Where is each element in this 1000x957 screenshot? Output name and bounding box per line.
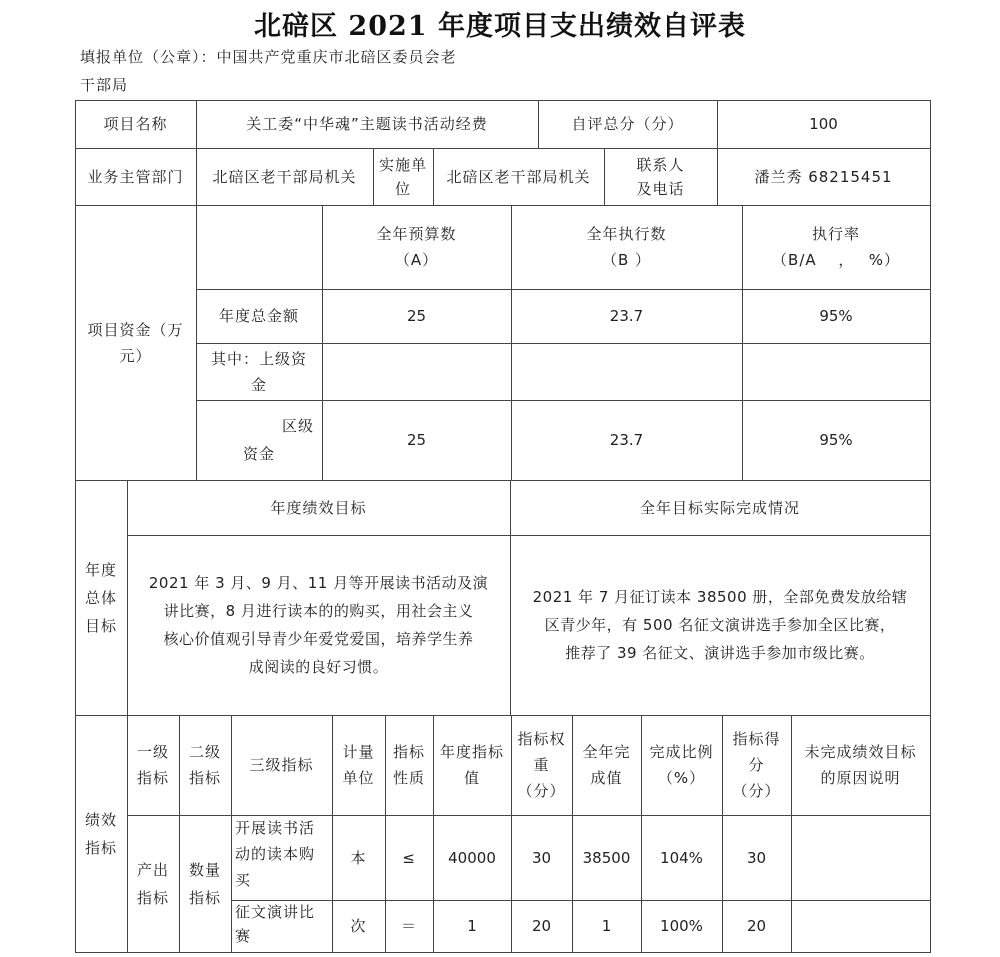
- table-row-2-weight: 20: [531, 917, 552, 935]
- contact-label: 联系人 及电话: [636, 155, 685, 198]
- table-row-2-target: 1: [467, 917, 477, 935]
- contact-value: 潘兰秀 68215451: [754, 167, 893, 186]
- table-row-1-weight: 30: [531, 848, 552, 867]
- table-row-1-unit: 本: [350, 848, 367, 867]
- actual-completion-header: 全年目标实际完成情况: [639, 498, 800, 517]
- dept-label: 业务主管部门: [87, 167, 184, 186]
- actual-completion-text: 2021 年 7 月征订读本 38500 册，全部免费发放给辖 区青少年，有 500 名征文演讲选手参加全区比赛， 推荐了 39 名征文、演讲选手参加市级比赛。: [532, 588, 908, 662]
- self-score-value: 100: [809, 115, 838, 133]
- page-title: 北碚区 2021 年度项目支出绩效自评表: [254, 11, 746, 42]
- header-weight: 指标权 重 （分）: [517, 730, 566, 800]
- funds-row-upper-label: 其中：上级资 金: [210, 349, 307, 394]
- indicators-label: 绩效 指标: [84, 810, 117, 857]
- filing-unit-line-1: 填报单位（公章）：中国共产党重庆市北碚区委员会老: [80, 48, 457, 66]
- funds-row-total-a: 25: [406, 307, 427, 325]
- funds-row-district-label: 区级 资金: [242, 417, 314, 463]
- header-nature: 指标 性质: [392, 743, 425, 787]
- funds-row-total-label: 年度总金额: [218, 307, 299, 325]
- header-level2: 二级 指标: [188, 743, 221, 787]
- funds-label: 项目资金（万 元）: [87, 320, 184, 365]
- project-name-label: 项目名称: [103, 115, 168, 133]
- annual-goal-header: 年度绩效目标: [270, 498, 367, 517]
- header-done: 全年完 成值: [582, 743, 631, 787]
- funds-col-rate-header: 执行率 （B/A ， %）: [772, 225, 900, 269]
- table-row-2-nature: ＝: [400, 917, 417, 935]
- project-name-value: 关工委“中华魂”主题读书活动经费: [246, 115, 488, 133]
- table-row-1-ratio: 104%: [660, 848, 703, 867]
- impl-value: 北碚区老干部局机关: [446, 167, 591, 186]
- table-row-1-reason: [791, 815, 930, 900]
- goals-label: 年度 总体 目标: [84, 560, 117, 635]
- self-score-label: 自评总分（分）: [571, 115, 684, 133]
- header-target: 年度指标 值: [439, 743, 504, 787]
- table-row-2-name: 征文演讲比 赛: [235, 903, 316, 945]
- funds-row-total-rate: 95%: [819, 307, 853, 325]
- table-row-1-nature: ≤: [402, 848, 416, 867]
- funds-row-district-a: 25: [406, 431, 427, 449]
- table-row-2-score: 20: [746, 917, 767, 935]
- table-row-2-done: 1: [601, 917, 612, 935]
- funds-row-district-b: 23.7: [609, 431, 644, 449]
- funds-row-total-b: 23.7: [609, 307, 644, 325]
- annual-goal-text: 2021 年 3 月、9 月、11 月等开展读书活动及演 讲比赛，8 月进行读本的的购买，用社会主义 核心价值观引导青少年爱党爱国，培养学生养 成阅读的良好习惯。: [148, 574, 489, 676]
- header-ratio: 完成比例 （%）: [649, 743, 714, 787]
- impl-label: 实施单 位: [378, 155, 427, 198]
- level2-quantity: 数量 指标: [188, 860, 221, 907]
- header-level3: 三级指标: [249, 756, 314, 774]
- header-level1: 一级 指标: [136, 743, 169, 787]
- funds-col-b-header: 全年执行数 （B ）: [586, 225, 667, 269]
- table-row-1-target: 40000: [448, 848, 496, 867]
- table-row-2-unit: 次: [350, 917, 367, 935]
- table-row-2-ratio: 100%: [660, 917, 703, 935]
- table-row-2-reason: [791, 900, 930, 952]
- table-row-1-name: 开展读书活 动的读本购 买: [235, 819, 316, 889]
- table-row-1-done: 38500: [582, 848, 631, 867]
- header-score: 指标得 分 （分）: [732, 730, 781, 800]
- level1-output: 产出 指标: [136, 860, 169, 907]
- funds-row-district-rate: 95%: [819, 431, 853, 449]
- table-row-1-score: 30: [746, 848, 767, 867]
- header-reason: 未完成绩效目标 的原因说明: [804, 743, 917, 787]
- dept-value: 北碚区老干部局机关: [212, 167, 357, 186]
- header-unit: 计量 单位: [342, 743, 375, 787]
- filing-unit-line-2: 干部局: [80, 76, 129, 94]
- funds-col-a-header: 全年预算数 （A）: [376, 225, 457, 269]
